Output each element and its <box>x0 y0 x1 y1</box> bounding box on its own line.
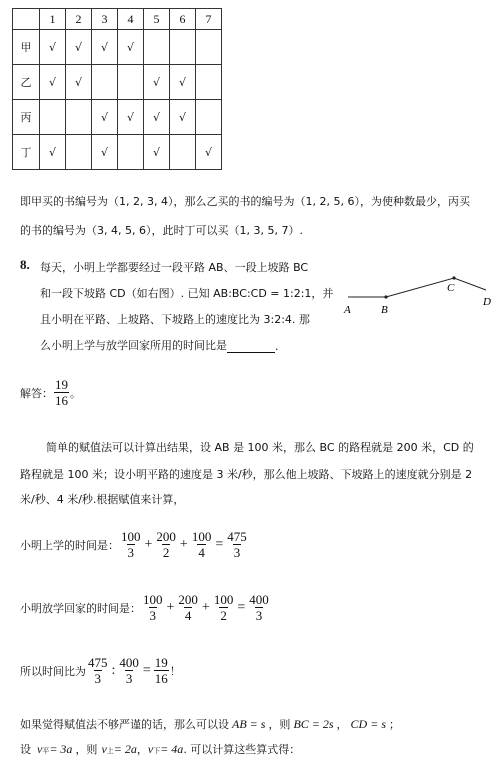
closing-text: ； <box>388 718 400 731</box>
equation-label: 小明放学回家的时间是： <box>20 601 141 615</box>
fraction-denominator: 3 <box>125 671 133 686</box>
closing-text: ，则 <box>75 743 98 756</box>
table-cell: √ <box>92 135 118 170</box>
operator: + <box>144 536 153 552</box>
equation-label: 所以时间比为 <box>20 664 86 678</box>
math-expression: AB = s <box>232 717 266 731</box>
table-row <box>13 30 222 65</box>
fraction-numerator: 475 <box>88 655 108 670</box>
fraction <box>120 529 142 560</box>
table-cell <box>66 100 92 135</box>
point-b-dot <box>384 295 387 298</box>
table-cell: √ <box>196 135 222 170</box>
table-row <box>13 100 222 135</box>
table-cell <box>196 100 222 135</box>
fraction-denominator: 4 <box>198 545 205 560</box>
math-variable: v <box>101 742 107 756</box>
road-path <box>348 278 486 297</box>
table-header-cell <box>13 9 40 30</box>
fraction <box>155 529 177 560</box>
fraction-numerator: 200 <box>156 529 176 544</box>
operator: = <box>215 536 224 552</box>
problem-number: 8. <box>20 257 30 272</box>
fraction <box>87 655 109 686</box>
table-cell: √ <box>40 30 66 65</box>
row-name: 乙 <box>13 65 40 100</box>
intro-line-2: 的书的编号为（3, 4, 5, 6），此时丁可以买（1, 3, 5, 7）. <box>20 224 303 237</box>
fraction-numerator: 100 <box>121 529 141 544</box>
point-c-dot <box>452 276 455 279</box>
table-cell: √ <box>118 30 144 65</box>
fraction-denominator: 16 <box>154 671 168 686</box>
answer-fraction <box>54 377 69 408</box>
table-cell <box>118 65 144 100</box>
problem-line-3: 且小明在平路、上坡路、下坡路上的速度比为 3:2:4. 那 <box>40 313 310 326</box>
operator: = <box>237 599 246 615</box>
row-name: 甲 <box>13 30 40 65</box>
math-expression: = 4a <box>160 742 184 756</box>
fraction-result <box>248 592 270 623</box>
table-cell: √ <box>118 100 144 135</box>
table-cell <box>66 135 92 170</box>
fraction-denominator: 2 <box>162 545 170 560</box>
answer-line <box>20 377 81 408</box>
table-cell <box>170 30 196 65</box>
math-expression: BC = 2s <box>293 717 334 731</box>
fraction-numerator: 100 <box>143 592 163 607</box>
fraction-denominator: 3 <box>233 545 241 560</box>
table-header-cell: 5 <box>144 9 170 30</box>
label-d: D <box>483 296 491 308</box>
fraction-numerator: 475 <box>227 529 247 544</box>
closing-line-1 <box>20 716 400 732</box>
fraction-denominator: 3 <box>255 608 263 623</box>
label-b: B <box>381 304 388 316</box>
table-header-cell: 1 <box>40 9 66 30</box>
closing-text: ， <box>336 718 348 731</box>
label-c: C <box>447 282 455 294</box>
solution-line-1: 简单的赋值法可以计算出结果，设 AB 是 100 米，那么 BC 的路程就是 200 米，CD 的 <box>46 441 474 454</box>
math-subscript: 上 <box>106 747 114 755</box>
problem-line-4-end: . <box>275 340 279 353</box>
answer-label: 解答： <box>20 386 53 400</box>
fraction-numerator: 100 <box>191 529 212 544</box>
table-cell: √ <box>40 135 66 170</box>
table-cell <box>92 65 118 100</box>
math-expression: CD = s <box>350 717 386 731</box>
fraction-numerator: 100 <box>213 592 234 607</box>
table-cell: √ <box>144 100 170 135</box>
closing-text: . 可以计算这些算式得： <box>183 743 301 756</box>
table-cell: √ <box>170 65 196 100</box>
math-expression: = 2a <box>113 742 137 756</box>
fraction-denominator: 4 <box>184 608 192 623</box>
closing-text: 设 <box>20 743 31 756</box>
table-header-cell: 6 <box>170 9 196 30</box>
table-cell: √ <box>66 30 92 65</box>
answer-end: 。 <box>70 386 81 400</box>
table-cell: √ <box>92 100 118 135</box>
table-cell: √ <box>170 100 196 135</box>
fraction-result <box>154 655 169 686</box>
closing-text: ， <box>136 743 148 756</box>
table-cell: √ <box>40 65 66 100</box>
road-figure <box>340 270 500 320</box>
table-cell: √ <box>144 135 170 170</box>
table-cell: √ <box>92 30 118 65</box>
fraction-numerator: 19 <box>55 377 68 392</box>
operator: + <box>179 536 188 552</box>
math-variable: v <box>37 742 43 756</box>
table-cell <box>144 30 170 65</box>
fraction <box>191 529 213 560</box>
operator: = <box>142 662 151 678</box>
closing-text: 如果觉得赋值法不够严谨的话，那么可以设 <box>20 718 229 731</box>
closing-text: ，则 <box>268 718 291 731</box>
solution-line-2: 路程就是 100 米；设小明平路的速度是 3 米/秒，那么他上坡路、下坡路上的速度就分别是 2 <box>20 468 473 481</box>
operator: + <box>201 599 210 615</box>
fraction <box>177 592 199 623</box>
fraction <box>142 592 164 623</box>
fraction-denominator: 3 <box>127 545 134 560</box>
answer-blank <box>227 340 275 353</box>
math-subscript: 平 <box>42 747 50 755</box>
table-header-cell: 7 <box>196 9 222 30</box>
fraction-numerator: 400 <box>119 655 139 670</box>
table-row <box>13 135 222 170</box>
math-subscript: 下 <box>153 747 161 755</box>
purchase-table <box>12 8 222 170</box>
operator: : <box>111 662 116 678</box>
table-cell: √ <box>144 65 170 100</box>
equation-ratio <box>20 655 181 686</box>
table-header-cell: 2 <box>66 9 92 30</box>
table-cell <box>196 65 222 100</box>
table-header-row <box>13 9 222 30</box>
closing-line-2 <box>20 741 300 757</box>
math-expression: = 3a <box>49 742 73 756</box>
problem-line-1: 每天，小明上学都要经过一段平路 AB、一段上坡路 BC <box>40 261 309 274</box>
equation-school-time <box>20 529 249 560</box>
fraction-denominator: 16 <box>55 393 68 408</box>
table-cell <box>170 135 196 170</box>
solution-line-3: 米/秒、4 米/秒.根据赋值来计算， <box>20 493 185 506</box>
fraction-numerator: 200 <box>178 592 198 607</box>
table-header-cell: 3 <box>92 9 118 30</box>
problem-line-2: 和一段下坡路 CD（如右图）. 已知 AB:BC:CD = 1:2:1，并 <box>40 287 334 300</box>
fraction-denominator: 2 <box>220 608 227 623</box>
fraction-result <box>226 529 248 560</box>
fraction-denominator: 3 <box>149 608 156 623</box>
fraction-numerator: 19 <box>154 655 168 670</box>
equation-end: ！ <box>169 664 181 678</box>
math-variable: v <box>147 742 154 756</box>
label-a: A <box>344 304 351 316</box>
fraction-numerator: 400 <box>249 592 269 607</box>
fraction <box>213 592 235 623</box>
table-cell: √ <box>66 65 92 100</box>
fraction-denominator: 3 <box>94 671 101 686</box>
equation-label: 小明上学的时间是： <box>20 538 119 552</box>
equation-home-time <box>20 592 271 623</box>
row-name: 丁 <box>13 135 40 170</box>
table-cell <box>196 30 222 65</box>
fraction <box>118 655 140 686</box>
operator: + <box>166 599 175 615</box>
row-name: 丙 <box>13 100 40 135</box>
problem-line-4-text: 么小明上学与放学回家所用的时间比是 <box>40 339 227 352</box>
table-header-cell: 4 <box>118 9 144 30</box>
table-cell <box>118 135 144 170</box>
intro-line-1: 即甲买的书编号为（1, 2, 3, 4），那么乙买的书的编号为（1, 2, 5, 6），为使种数最少，丙买 <box>20 195 470 208</box>
table-cell <box>40 100 66 135</box>
table-row <box>13 65 222 100</box>
problem-line-4 <box>40 337 279 353</box>
